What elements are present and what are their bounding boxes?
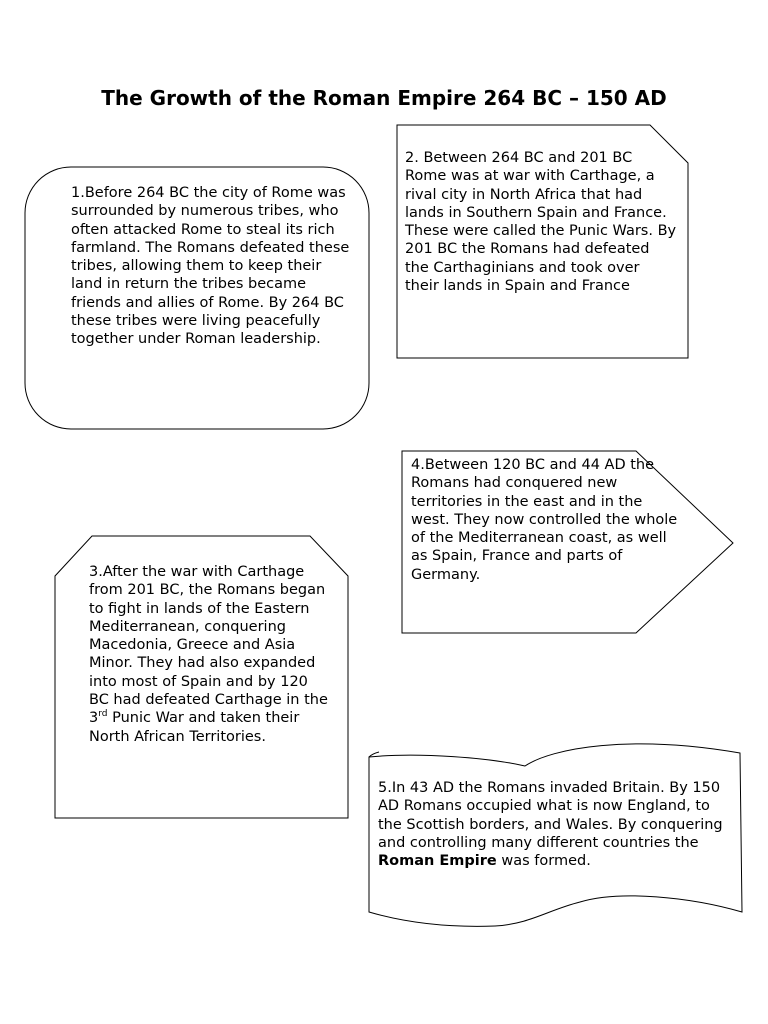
box5-bold-text: Roman Empire [378, 853, 497, 870]
box3-text [89, 563, 329, 746]
box3-text-part1: 3.After the war with Carthage from 201 BC, the Romans began to fight in lands of the Eastern Mediterranean, conquering Macedonia, Greece and Asia Minor. They had also expanded into most of Spain and by 120 BC had defeated Carthage in the 3 [89, 564, 328, 727]
box3-text-part2: Punic War and taken their North African Territories. [89, 710, 300, 745]
box2-text: 2. Between 264 BC and 201 BC Rome was at war with Carthage, a rival city in North Africa that had lands in Southern Spain and France. These were called the Punic Wars. By 201 BC the Romans had defeated the Carthaginians and took over their lands in Spain and France [405, 150, 677, 295]
box5-text-part1: 5.In 43 AD the Romans invaded Britain. By 150 AD Romans occupied what is now England, to the Scottish borders, and Wales. By conquering and controlling many different countries the [378, 780, 723, 851]
box4-text: 4.Between 120 BC and 44 AD the Romans had conquered new territories in the east and in the west. They now controlled the whole of the Mediterranean coast, as well as Spain, France and parts of Germany. [411, 457, 678, 583]
box3-superscript: rd [98, 709, 108, 720]
box5-text-part2: was formed. [496, 853, 591, 870]
box1-text: 1.Before 264 BC the city of Rome was surrounded by numerous tribes, who often attacked Rome to steal its rich farmland. The Romans defeated these tribes, allowing them to keep their land in return the tribes became friends and allies of Rome. By 264 BC these tribes were living peacefully together under Roman leadership. [71, 185, 350, 348]
box5-text [378, 779, 738, 870]
page-title: The Growth of the Roman Empire 264 BC – 150 AD [101, 86, 667, 110]
